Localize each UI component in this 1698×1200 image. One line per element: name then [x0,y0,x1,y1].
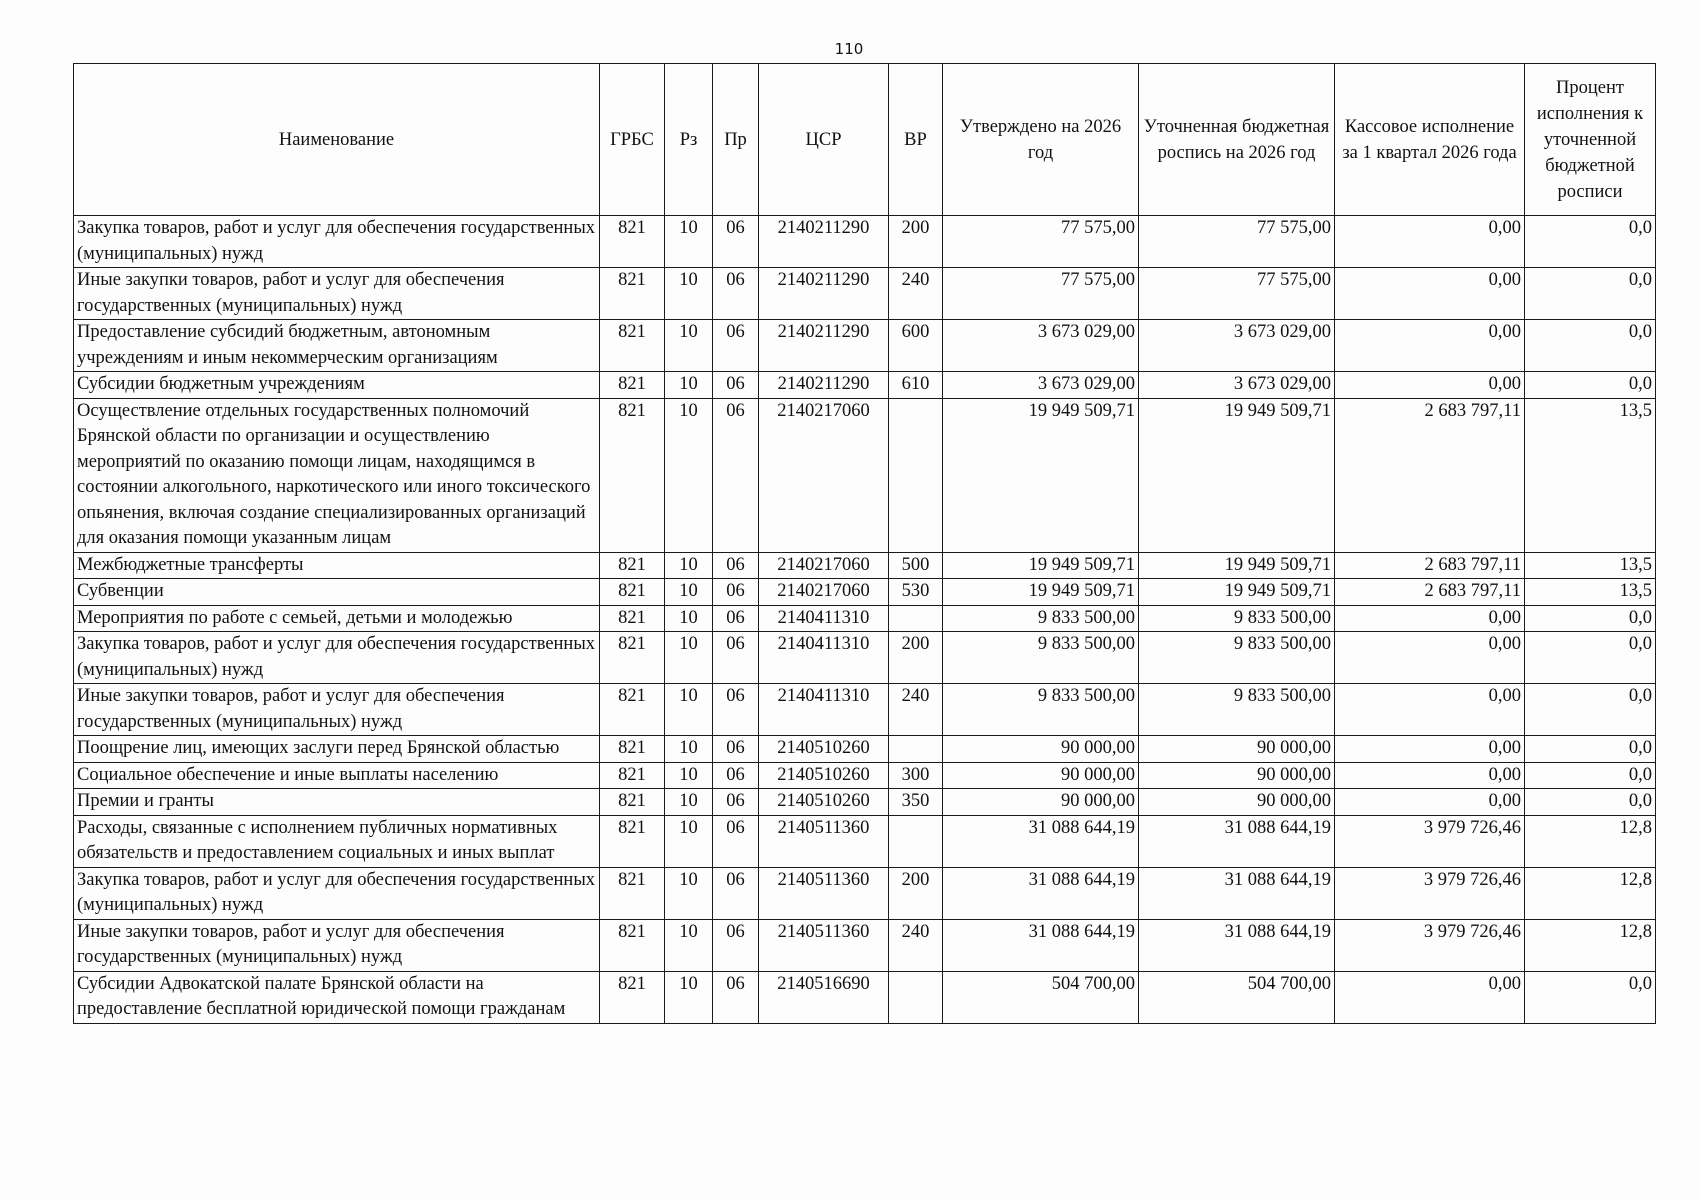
cell-vr: 200 [889,632,943,684]
cell-name: Субвенции [74,579,600,606]
cell-name: Мероприятия по работе с семьей, детьми и молодежью [74,605,600,632]
cell-vr: 610 [889,372,943,399]
cell-approved: 90 000,00 [943,736,1139,763]
cell-percent: 0,0 [1525,268,1656,320]
cell-approved: 19 949 509,71 [943,579,1139,606]
cell-csr: 2140211290 [759,372,889,399]
table-row [74,789,1656,816]
cell-name: Расходы, связанные с исполнением публичных нормативных обязательств и предоставлением социальных и иных выплат [74,815,600,867]
cell-refined: 9 833 500,00 [1139,632,1335,684]
cell-percent: 0,0 [1525,684,1656,736]
cell-grbs: 821 [600,971,665,1023]
cell-vr: 240 [889,919,943,971]
cell-csr: 2140211290 [759,216,889,268]
cell-pr: 06 [713,736,759,763]
cell-rz: 10 [665,815,713,867]
cell-cash: 0,00 [1335,372,1525,399]
header-rz: Рз [665,64,713,216]
cell-refined: 3 673 029,00 [1139,320,1335,372]
cell-cash: 2 683 797,11 [1335,398,1525,552]
cell-rz: 10 [665,216,713,268]
cell-refined: 19 949 509,71 [1139,579,1335,606]
cell-vr [889,398,943,552]
cell-percent: 0,0 [1525,736,1656,763]
cell-refined: 9 833 500,00 [1139,605,1335,632]
cell-approved: 504 700,00 [943,971,1139,1023]
cell-vr: 500 [889,552,943,579]
cell-grbs: 821 [600,552,665,579]
table-row [74,552,1656,579]
cell-grbs: 821 [600,320,665,372]
cell-pr: 06 [713,762,759,789]
cell-rz: 10 [665,372,713,399]
cell-rz: 10 [665,605,713,632]
cell-csr: 2140217060 [759,552,889,579]
cell-cash: 3 979 726,46 [1335,919,1525,971]
table-row [74,815,1656,867]
cell-cash: 0,00 [1335,736,1525,763]
cell-vr: 200 [889,867,943,919]
cell-name: Иные закупки товаров, работ и услуг для обеспечения государственных (муниципальных) нужд [74,919,600,971]
cell-name: Предоставление субсидий бюджетным, автономным учреждениям и иным некоммерческим организациям [74,320,600,372]
cell-name: Субсидии бюджетным учреждениям [74,372,600,399]
table-row [74,632,1656,684]
cell-grbs: 821 [600,268,665,320]
cell-name: Иные закупки товаров, работ и услуг для обеспечения государственных (муниципальных) нужд [74,268,600,320]
cell-rz: 10 [665,320,713,372]
cell-percent: 0,0 [1525,372,1656,399]
cell-approved: 19 949 509,71 [943,552,1139,579]
cell-percent: 0,0 [1525,632,1656,684]
cell-percent: 13,5 [1525,552,1656,579]
cell-percent: 0,0 [1525,216,1656,268]
table-row [74,398,1656,552]
cell-name: Субсидии Адвокатской палате Брянской области на предоставление бесплатной юридической помощи гражданам [74,971,600,1023]
cell-pr: 06 [713,398,759,552]
cell-refined: 90 000,00 [1139,789,1335,816]
cell-rz: 10 [665,789,713,816]
cell-percent: 0,0 [1525,320,1656,372]
cell-cash: 0,00 [1335,216,1525,268]
cell-rz: 10 [665,632,713,684]
table-row [74,268,1656,320]
cell-percent: 0,0 [1525,605,1656,632]
cell-approved: 31 088 644,19 [943,919,1139,971]
cell-approved: 77 575,00 [943,216,1139,268]
cell-rz: 10 [665,579,713,606]
table-header-row [74,64,1656,216]
cell-vr: 350 [889,789,943,816]
cell-cash: 0,00 [1335,684,1525,736]
cell-csr: 2140411310 [759,632,889,684]
cell-refined: 31 088 644,19 [1139,815,1335,867]
cell-refined: 19 949 509,71 [1139,398,1335,552]
cell-grbs: 821 [600,867,665,919]
cell-pr: 06 [713,216,759,268]
cell-grbs: 821 [600,579,665,606]
cell-approved: 9 833 500,00 [943,684,1139,736]
header-cash: Кассовое исполнение за 1 квартал 2026 года [1335,64,1525,216]
cell-rz: 10 [665,684,713,736]
cell-cash: 3 979 726,46 [1335,815,1525,867]
cell-approved: 3 673 029,00 [943,372,1139,399]
cell-name: Закупка товаров, работ и услуг для обеспечения государственных (муниципальных) нужд [74,216,600,268]
cell-rz: 10 [665,268,713,320]
cell-grbs: 821 [600,789,665,816]
cell-approved: 31 088 644,19 [943,867,1139,919]
cell-pr: 06 [713,919,759,971]
cell-csr: 2140510260 [759,736,889,763]
cell-name: Поощрение лиц, имеющих заслуги перед Брянской областью [74,736,600,763]
cell-vr: 200 [889,216,943,268]
cell-approved: 31 088 644,19 [943,815,1139,867]
cell-cash: 0,00 [1335,632,1525,684]
cell-csr: 2140510260 [759,762,889,789]
cell-percent: 0,0 [1525,789,1656,816]
cell-pr: 06 [713,579,759,606]
header-percent: Процент исполнения к уточненной бюджетной росписи [1525,64,1656,216]
cell-grbs: 821 [600,632,665,684]
cell-csr: 2140411310 [759,605,889,632]
cell-refined: 3 673 029,00 [1139,372,1335,399]
cell-name: Закупка товаров, работ и услуг для обеспечения государственных (муниципальных) нужд [74,867,600,919]
budget-table [73,63,1656,1024]
cell-refined: 90 000,00 [1139,736,1335,763]
cell-refined: 9 833 500,00 [1139,684,1335,736]
cell-refined: 504 700,00 [1139,971,1335,1023]
cell-approved: 9 833 500,00 [943,605,1139,632]
cell-csr: 2140211290 [759,320,889,372]
header-name: Наименование [74,64,600,216]
cell-csr: 2140217060 [759,398,889,552]
cell-name: Межбюджетные трансферты [74,552,600,579]
cell-grbs: 821 [600,919,665,971]
cell-vr [889,736,943,763]
table-row [74,579,1656,606]
cell-percent: 0,0 [1525,762,1656,789]
cell-grbs: 821 [600,372,665,399]
cell-refined: 77 575,00 [1139,268,1335,320]
cell-pr: 06 [713,320,759,372]
header-vr: ВР [889,64,943,216]
cell-csr: 2140510260 [759,789,889,816]
cell-refined: 31 088 644,19 [1139,867,1335,919]
cell-grbs: 821 [600,605,665,632]
cell-name: Иные закупки товаров, работ и услуг для обеспечения государственных (муниципальных) нужд [74,684,600,736]
cell-grbs: 821 [600,684,665,736]
cell-pr: 06 [713,372,759,399]
cell-rz: 10 [665,762,713,789]
cell-vr [889,971,943,1023]
cell-rz: 10 [665,919,713,971]
header-pr: Пр [713,64,759,216]
cell-cash: 2 683 797,11 [1335,579,1525,606]
cell-cash: 0,00 [1335,762,1525,789]
cell-cash: 0,00 [1335,268,1525,320]
cell-grbs: 821 [600,736,665,763]
cell-csr: 2140211290 [759,268,889,320]
cell-vr: 240 [889,684,943,736]
header-grbs: ГРБС [600,64,665,216]
cell-csr: 2140217060 [759,579,889,606]
cell-rz: 10 [665,552,713,579]
page-number: 110 [834,40,864,58]
cell-refined: 90 000,00 [1139,762,1335,789]
cell-refined: 19 949 509,71 [1139,552,1335,579]
cell-rz: 10 [665,736,713,763]
cell-vr: 600 [889,320,943,372]
table-row [74,919,1656,971]
cell-csr: 2140511360 [759,919,889,971]
cell-vr: 300 [889,762,943,789]
table-row [74,372,1656,399]
cell-vr: 240 [889,268,943,320]
header-approved: Утверждено на 2026 год [943,64,1139,216]
cell-percent: 0,0 [1525,971,1656,1023]
table-row [74,684,1656,736]
cell-pr: 06 [713,815,759,867]
cell-refined: 77 575,00 [1139,216,1335,268]
cell-pr: 06 [713,789,759,816]
cell-rz: 10 [665,398,713,552]
cell-approved: 77 575,00 [943,268,1139,320]
cell-cash: 0,00 [1335,320,1525,372]
cell-approved: 9 833 500,00 [943,632,1139,684]
table-row [74,762,1656,789]
header-refined: Уточненная бюджетная роспись на 2026 год [1139,64,1335,216]
cell-approved: 3 673 029,00 [943,320,1139,372]
table-row [74,736,1656,763]
cell-cash: 3 979 726,46 [1335,867,1525,919]
cell-csr: 2140511360 [759,815,889,867]
cell-refined: 31 088 644,19 [1139,919,1335,971]
cell-grbs: 821 [600,398,665,552]
cell-grbs: 821 [600,815,665,867]
header-csr: ЦСР [759,64,889,216]
cell-vr [889,815,943,867]
cell-name: Премии и гранты [74,789,600,816]
cell-vr [889,605,943,632]
cell-pr: 06 [713,268,759,320]
cell-cash: 0,00 [1335,789,1525,816]
cell-vr: 530 [889,579,943,606]
cell-name: Закупка товаров, работ и услуг для обеспечения государственных (муниципальных) нужд [74,632,600,684]
cell-rz: 10 [665,867,713,919]
cell-pr: 06 [713,632,759,684]
cell-percent: 13,5 [1525,398,1656,552]
cell-percent: 12,8 [1525,815,1656,867]
cell-pr: 06 [713,552,759,579]
table-row [74,605,1656,632]
cell-name: Осуществление отдельных государственных полномочий Брянской области по организации и осуществлению мероприятий по оказанию помощи лицам, находящимся в состоянии алкогольного, наркотического или иного токсического опьянения, включая создание специализированных организаций для оказания помощи указанным лицам [74,398,600,552]
table-row [74,867,1656,919]
cell-percent: 13,5 [1525,579,1656,606]
table-row [74,216,1656,268]
cell-cash: 0,00 [1335,971,1525,1023]
cell-csr: 2140411310 [759,684,889,736]
cell-pr: 06 [713,684,759,736]
cell-csr: 2140511360 [759,867,889,919]
cell-percent: 12,8 [1525,867,1656,919]
table-row [74,320,1656,372]
cell-pr: 06 [713,605,759,632]
cell-rz: 10 [665,971,713,1023]
cell-grbs: 821 [600,762,665,789]
cell-approved: 90 000,00 [943,762,1139,789]
cell-csr: 2140516690 [759,971,889,1023]
table-row [74,971,1656,1023]
cell-pr: 06 [713,867,759,919]
cell-grbs: 821 [600,216,665,268]
cell-percent: 12,8 [1525,919,1656,971]
cell-name: Социальное обеспечение и иные выплаты населению [74,762,600,789]
cell-cash: 0,00 [1335,605,1525,632]
cell-approved: 90 000,00 [943,789,1139,816]
cell-cash: 2 683 797,11 [1335,552,1525,579]
cell-approved: 19 949 509,71 [943,398,1139,552]
cell-pr: 06 [713,971,759,1023]
